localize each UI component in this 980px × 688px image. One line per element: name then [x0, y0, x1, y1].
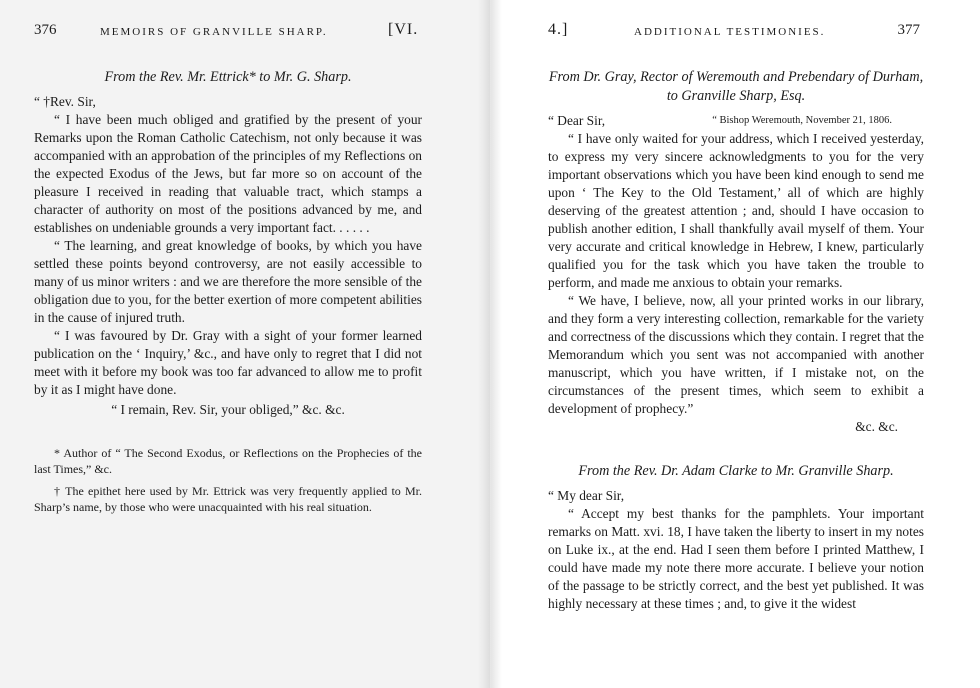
letter-paragraph: “ We have, I believe, now, all your printed works in our library, and they form a very interesting collection, remarkable for the variety and correctness of the discussions which they contain. I regret that the Memorandum which you sent was not accompanied with another manuscript, which you have written, if I mistake not, on the circumstances of the present times, which seem to exhibit a development of prophecy.”: [548, 293, 924, 416]
right-text-column: [548, 68, 924, 613]
letter-salutation: “ Dear Sir,: [548, 113, 606, 128]
running-head-title: MEMOIRS OF GRANVILLE SHARP.: [100, 26, 328, 38]
footnotes: [34, 445, 422, 515]
letter-paragraph: “ I have only waited for your address, which I received yesterday, to express my very sincere acknowledgments to you for the very important observations which you have been kind enough to send me upon ‘ The Key to the Old Testament,’ all of which are highly deserving of the greatest attention ; and, should I have occasion to publish another edition, I shall thankfully avail myself of them. Your very accurate and critical knowledge in Hebrew, I knew, particularly qualified you for the task which you have taken the trouble to perform, and made me anxious to obtain your remarks.: [548, 131, 924, 290]
right-page: [490, 0, 980, 688]
right-running-head: [548, 21, 920, 46]
letter-closing: “ I remain, Rev. Sir, your obliged,” &c. &c.: [111, 402, 345, 417]
page-number: 377: [897, 22, 920, 38]
section-mark: 4.]: [548, 21, 569, 38]
section-mark: [VI.: [388, 21, 419, 38]
letter-paragraph: “ I was favoured by Dr. Gray with a sight of your former learned publication on the ‘ Inquiry,’ &c., and have only to regret that I did not meet with it before my book was too far advanced to allow me to profit by it as I might have done.: [34, 328, 422, 397]
salutation-row: [548, 112, 924, 130]
page-number: 376: [34, 22, 57, 38]
left-running-head: [34, 21, 424, 46]
footnote: * Author of “ The Second Exodus, or Reflections on the Prophecies of the last Times,” &c.: [34, 446, 422, 476]
running-head-title: ADDITIONAL TESTIMONIES.: [634, 26, 826, 38]
letter-paragraph: “ I have been much obliged and gratified by the present of your Remarks upon the Roman Catholic Catechism, not only because it was accompanied with an approbation of the principles of my Reflections on the expected Exodus of the Jews, but far more so on account of the pleasure I received in reading that valuable tract, which stamps a character of authority on most of the positions advanced by me, and establishes on undeniable grounds a very important fact. . . . . .: [34, 112, 422, 235]
letter-date: “ Bishop Weremouth, November 21, 1806.: [712, 115, 892, 126]
letter-paragraph: “ Accept my best thanks for the pamphlets. Your important remarks on Matt. xvi. 18, I have taken the liberty to insert in my notes on Luke ix., at the end. Had I seen them before I printed Matthew, I could have made my note there more accurate. I believe your notion of the passage to be strictly correct, and the best yet published. It was highly necessary at these times ; and, to give it the widest: [548, 506, 924, 611]
left-text-column: [34, 68, 422, 515]
letter-heading: From the Rev. Mr. Ettrick* to Mr. G. Sharp.: [104, 69, 352, 85]
footnote: † The epithet here used by Mr. Ettrick was very frequently applied to Mr. Sharp’s name, by those who were unacquainted with his real situation.: [34, 484, 422, 514]
letter-closing: &c. &c.: [855, 419, 898, 434]
letter-heading: From Dr. Gray, Rector of Weremouth and Prebendary of Durham, to Granville Sharp, Esq.: [548, 69, 924, 104]
letter-salutation: “ †Rev. Sir,: [34, 94, 96, 109]
letter-salutation: “ My dear Sir,: [548, 488, 625, 503]
letter-heading: From the Rev. Dr. Adam Clarke to Mr. Granville Sharp.: [578, 463, 894, 479]
letter-paragraph: “ The learning, and great knowledge of books, by which you have settled these points beyond controversy, are not easily accessible to many of us minor writers : and we are therefore the more sensible of the obligation due to you, for the better exertion of more competent abilities in the cause of injured truth.: [34, 238, 422, 325]
